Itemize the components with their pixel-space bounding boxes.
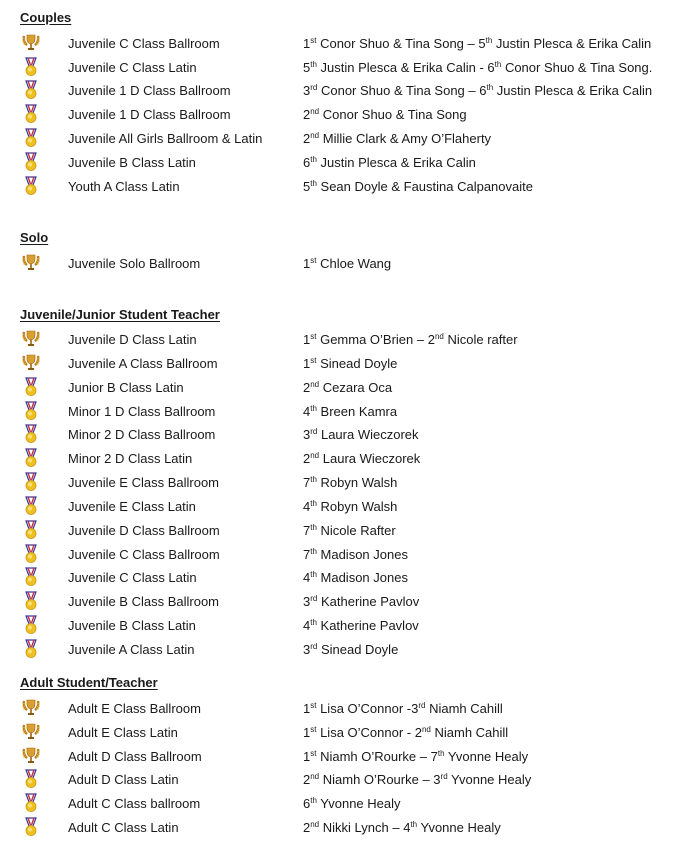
event-name: Juvenile D Class Ballroom	[68, 523, 220, 538]
ordinal-suffix: st	[310, 749, 317, 758]
result-row	[0, 256, 689, 286]
placement-result: 2nd Cezara Oca	[303, 380, 393, 395]
placement-result: 2nd Conor Shuo & Tina Song	[303, 107, 467, 122]
placement-result: 3rd Conor Shuo & Tina Song – 6th Justin Plesca & Erika Calin	[303, 83, 653, 98]
trophy-icon	[22, 253, 40, 273]
ordinal-suffix: rd	[440, 772, 448, 781]
event-name: Adult D Class Latin	[68, 772, 179, 787]
medal-icon	[22, 80, 40, 100]
ordinal-suffix: rd	[310, 83, 318, 92]
ordinal-suffix: st	[310, 332, 317, 341]
placement-result: 2nd Laura Wieczorek	[303, 451, 421, 466]
event-name: Juvenile All Girls Ballroom & Latin	[68, 131, 263, 146]
trophy-icon	[22, 746, 40, 766]
ordinal-suffix: th	[310, 179, 317, 188]
ordinal-suffix: th	[310, 475, 317, 484]
ordinal-suffix: rd	[310, 427, 318, 436]
result-row	[0, 179, 689, 209]
placement-result: 1st Sinead Doyle	[303, 356, 398, 371]
event-name: Juvenile C Class Latin	[68, 60, 197, 75]
section-title: Solo	[20, 230, 49, 245]
event-name: Junior B Class Latin	[68, 380, 184, 395]
medal-icon	[22, 104, 40, 124]
medal-icon	[22, 377, 40, 397]
placement-result: 2nd Nikki Lynch – 4th Yvonne Healy	[303, 820, 501, 835]
placement-result: 3rd Laura Wieczorek	[303, 427, 419, 442]
ordinal-suffix: th	[310, 155, 317, 164]
ordinal-suffix: nd	[310, 772, 320, 781]
trophy-icon	[22, 329, 40, 349]
medal-icon	[22, 472, 40, 492]
ordinal-suffix: st	[310, 36, 317, 45]
medal-icon	[22, 639, 40, 659]
event-name: Juvenile C Class Ballroom	[68, 547, 220, 562]
ordinal-suffix: th	[310, 60, 317, 69]
placement-result: 6th Justin Plesca & Erika Calin	[303, 155, 476, 170]
event-name: Adult C Class ballroom	[68, 796, 201, 811]
placement-result: 3rd Katherine Pavlov	[303, 594, 420, 609]
medal-icon	[22, 615, 40, 635]
section-title: Juvenile/Junior Student Teacher	[20, 307, 220, 322]
ordinal-suffix: rd	[310, 642, 318, 651]
event-name: Juvenile E Class Ballroom	[68, 475, 220, 490]
ordinal-suffix: st	[310, 356, 317, 365]
ordinal-suffix: th	[410, 820, 418, 829]
result-row	[0, 642, 689, 672]
ordinal-suffix: rd	[310, 594, 318, 603]
ordinal-suffix: th	[310, 404, 317, 413]
placement-result: 4th Madison Jones	[303, 570, 408, 585]
placement-result: 2nd Niamh O’Rourke – 3rd Yvonne Healy	[303, 772, 532, 787]
ordinal-suffix: st	[310, 256, 317, 265]
event-name: Minor 2 D Class Latin	[68, 451, 193, 466]
medal-icon	[22, 520, 40, 540]
event-name: Juvenile C Class Latin	[68, 570, 197, 585]
event-name: Juvenile A Class Ballroom	[68, 356, 218, 371]
medal-icon	[22, 128, 40, 148]
medal-icon	[22, 176, 40, 196]
event-name: Adult D Class Ballroom	[68, 749, 202, 764]
event-name: Juvenile 1 D Class Ballroom	[68, 83, 231, 98]
medal-icon	[22, 448, 40, 468]
placement-result: 1st Gemma O’Brien – 2nd Nicole rafter	[303, 332, 518, 347]
placement-result: 2nd Millie Clark & Amy O’Flaherty	[303, 131, 492, 146]
trophy-icon	[22, 33, 40, 53]
event-name: Juvenile B Class Ballroom	[68, 594, 220, 609]
placement-result: 1st Chloe Wang	[303, 256, 392, 271]
event-name: Minor 1 D Class Ballroom	[68, 404, 216, 419]
event-name: Adult E Class Ballroom	[68, 701, 201, 716]
placement-result: 7th Madison Jones	[303, 547, 408, 562]
medal-icon	[22, 793, 40, 813]
event-name: Juvenile D Class Latin	[68, 332, 197, 347]
placement-result: 1st Niamh O’Rourke – 7th Yvonne Healy	[303, 749, 529, 764]
ordinal-suffix: th	[494, 60, 502, 69]
placement-result: 1st Lisa O’Connor - 2nd Niamh Cahill	[303, 725, 509, 740]
ordinal-suffix: th	[486, 83, 494, 92]
placement-result: 4th Robyn Walsh	[303, 499, 398, 514]
medal-icon	[22, 591, 40, 611]
ordinal-suffix: st	[310, 725, 317, 734]
ordinal-suffix: nd	[421, 725, 431, 734]
event-name: Juvenile A Class Latin	[68, 642, 195, 657]
placement-result: 5th Sean Doyle & Faustina Calpanovaite	[303, 179, 533, 194]
event-name: Youth A Class Latin	[68, 179, 180, 194]
result-row	[0, 820, 689, 850]
medal-icon	[22, 424, 40, 444]
section-title: Couples	[20, 10, 72, 25]
event-name: Juvenile E Class Latin	[68, 499, 196, 514]
event-name: Minor 2 D Class Ballroom	[68, 427, 216, 442]
medal-icon	[22, 496, 40, 516]
ordinal-suffix: nd	[310, 380, 320, 389]
medal-icon	[22, 57, 40, 77]
medal-icon	[22, 769, 40, 789]
placement-result: 6th Yvonne Healy	[303, 796, 401, 811]
medal-icon	[22, 152, 40, 172]
ordinal-suffix: th	[437, 749, 445, 758]
ordinal-suffix: nd	[310, 820, 320, 829]
placement-result: 4th Katherine Pavlov	[303, 618, 419, 633]
placement-result: 1st Conor Shuo & Tina Song – 5th Justin Plesca & Erika Calin	[303, 36, 652, 51]
placement-result: 3rd Sinead Doyle	[303, 642, 399, 657]
event-name: Juvenile Solo Ballroom	[68, 256, 201, 271]
ordinal-suffix: th	[310, 618, 317, 627]
ordinal-suffix: nd	[310, 107, 320, 116]
medal-icon	[22, 817, 40, 837]
ordinal-suffix: th	[310, 523, 317, 532]
ordinal-suffix: th	[310, 796, 317, 805]
trophy-icon	[22, 722, 40, 742]
event-name: Adult C Class Latin	[68, 820, 179, 835]
ordinal-suffix: nd	[434, 332, 444, 341]
placement-result: 1st Lisa O’Connor -3rd Niamh Cahill	[303, 701, 503, 716]
ordinal-suffix: nd	[310, 131, 320, 140]
event-name: Adult E Class Latin	[68, 725, 178, 740]
placement-result: 7th Nicole Rafter	[303, 523, 396, 538]
event-name: Juvenile 1 D Class Ballroom	[68, 107, 231, 122]
medal-icon	[22, 401, 40, 421]
placement-result: 4th Breen Kamra	[303, 404, 398, 419]
ordinal-suffix: th	[310, 499, 317, 508]
event-name: Juvenile C Class Ballroom	[68, 36, 220, 51]
ordinal-suffix: th	[485, 36, 493, 45]
event-name: Juvenile B Class Latin	[68, 618, 196, 633]
event-name: Juvenile B Class Latin	[68, 155, 196, 170]
ordinal-suffix: rd	[418, 701, 426, 710]
medal-icon	[22, 567, 40, 587]
ordinal-suffix: th	[310, 570, 317, 579]
section-title: Adult Student/Teacher	[20, 675, 158, 690]
placement-result: 5th Justin Plesca & Erika Calin - 6th Conor Shuo & Tina Song.	[303, 60, 653, 75]
medal-icon	[22, 544, 40, 564]
ordinal-suffix: st	[310, 701, 317, 710]
ordinal-suffix: th	[310, 547, 317, 556]
trophy-icon	[22, 353, 40, 373]
trophy-icon	[22, 698, 40, 718]
ordinal-suffix: nd	[310, 451, 320, 460]
placement-result: 7th Robyn Walsh	[303, 475, 398, 490]
